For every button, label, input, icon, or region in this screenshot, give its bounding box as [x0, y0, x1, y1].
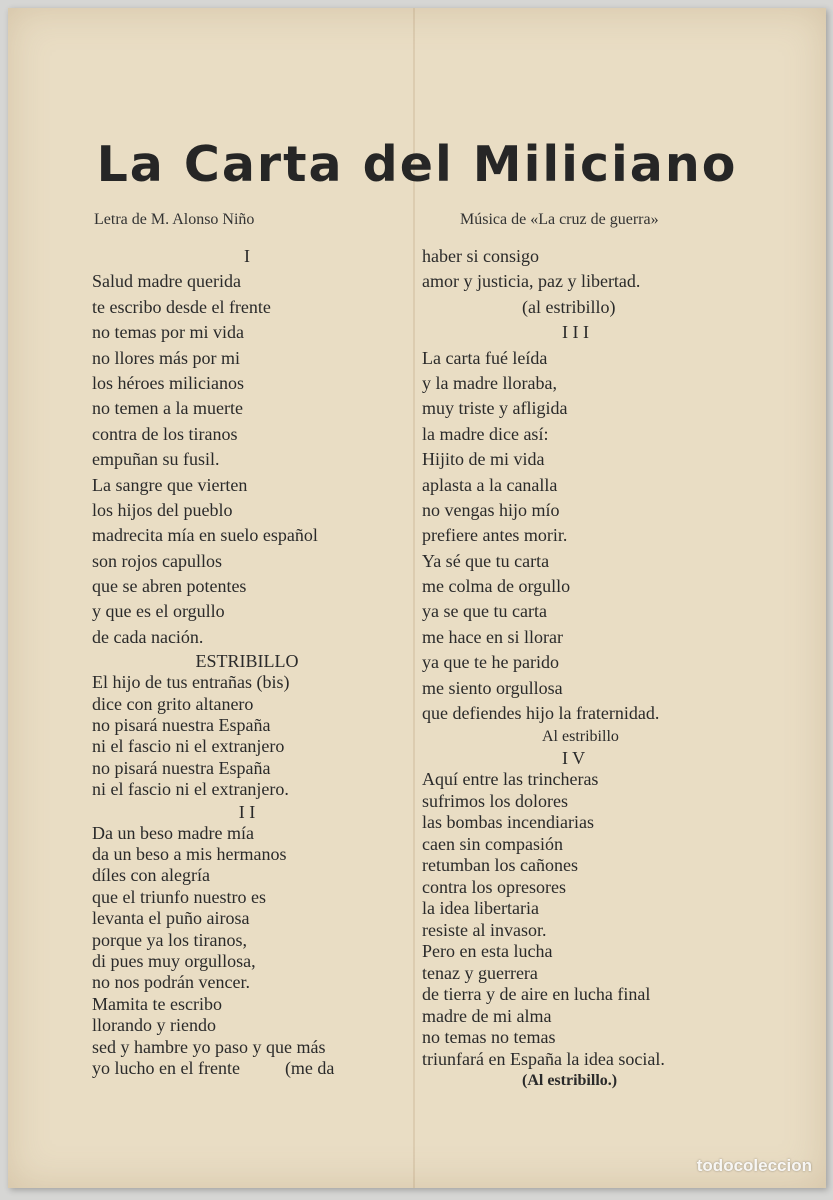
verse-line: los héroes milicianos [92, 372, 244, 393]
verse-line: tenaz y guerrera [422, 962, 538, 983]
verse-line: las bombas incendiarias [422, 812, 594, 833]
verse-line: no temen a la muerte [92, 398, 243, 419]
verse-2-heading: I I [238, 801, 256, 822]
verse-line: La carta fué leída [422, 347, 548, 368]
verse-line: la idea libertaria [422, 898, 539, 919]
verse-line: retumban los cañones [422, 855, 578, 876]
verse-line: haber si consigo [422, 246, 539, 266]
verse-line: sufrimos los dolores [422, 790, 568, 811]
verse-line: muy triste y afligida [422, 398, 568, 419]
watermark: todocoleccion [696, 1156, 812, 1175]
verse-line: triunfará en España la idea social. [422, 1048, 665, 1069]
chorus-heading: ESTRIBILLO [195, 651, 299, 672]
verse-1-heading: I [244, 246, 250, 266]
chorus-line: no pisará nuestra España [92, 715, 271, 736]
chorus-line: ni el fascio ni el extranjero. [92, 779, 289, 800]
verse-line: Salud madre querida [92, 271, 241, 292]
verse-1 [92, 244, 402, 650]
verse-line: contra de los tiranos [92, 423, 238, 444]
verse-line: madre de mi alma [422, 1005, 552, 1026]
verse-line: no nos podrán vencer. [92, 972, 250, 993]
song-sheet [8, 8, 826, 1188]
verse-line: llorando y riendo [92, 1015, 216, 1036]
verse-line: me siento orgullosa [422, 677, 563, 698]
verse-line: Da un beso madre mía [92, 822, 254, 843]
verse-line: la madre dice así: [422, 423, 549, 444]
verse-line: Hijito de mi vida [422, 449, 545, 470]
verse-line: me hace en si llorar [422, 626, 563, 647]
verse-3-heading: I I I [562, 322, 589, 343]
verse-line: los hijos del pueblo [92, 499, 233, 520]
verse-line: porque ya los tiranos, [92, 929, 247, 950]
song-title: La Carta del Miliciano [96, 136, 738, 193]
verse-line: y que es el orgullo [92, 601, 225, 622]
verse-line: y la madre lloraba, [422, 372, 557, 393]
chorus-line: ni el fascio ni el extranjero [92, 736, 285, 757]
music-credit: Música de «La cruz de guerra» [460, 211, 659, 228]
verse-line: de cada nación. [92, 626, 204, 647]
chorus-reference: Al estribillo [542, 728, 619, 746]
verse-line: Ya sé que tu carta [422, 550, 550, 571]
verse-line: díles con alegría [92, 865, 210, 886]
verse-line: que defiendes hijo la fraternidad. [422, 703, 660, 724]
chorus [92, 650, 402, 1079]
verse-line: levanta el puño airosa [92, 908, 250, 929]
verse-line: contra los opresores [422, 876, 566, 897]
verse-line: te escribo desde el frente [92, 296, 271, 317]
verse-2-continuation [422, 244, 752, 726]
verse-line: yo lucho en el frente (me da [92, 1057, 335, 1078]
verse-line: Mamita te escribo [92, 993, 222, 1014]
verse-line: empuñan su fusil. [92, 449, 220, 470]
chorus-reference: (al estribillo) [522, 296, 616, 317]
verse-line: sed y hambre yo paso y que más [92, 1036, 326, 1057]
verse-line: que el triunfo nuestro es [92, 886, 266, 907]
left-column [92, 244, 402, 1079]
verse-line: me colma de orgullo [422, 576, 571, 597]
chorus-reference: (Al estribillo.) [522, 1072, 618, 1090]
verse-line: resiste al invasor. [422, 919, 547, 940]
chorus-line: no pisará nuestra España [92, 757, 271, 778]
verse-line: que se abren potentes [92, 576, 247, 597]
verse-line: prefiere antes morir. [422, 525, 568, 546]
verse-4 [422, 726, 752, 1092]
verse-line: amor y justicia, paz y libertad. [422, 271, 641, 292]
verse-line: caen sin compasión [422, 833, 563, 854]
verse-line: de tierra y de aire en lucha final [422, 984, 651, 1005]
verse-4-heading: I V [562, 747, 586, 768]
verse-line: Pero en esta lucha [422, 941, 553, 962]
verse-line: no temas no temas [422, 1027, 556, 1048]
chorus-line: El hijo de tus entrañas (bis) [92, 672, 290, 693]
verse-line: Aquí entre las trincheras [422, 769, 599, 790]
verse-line: madrecita mía en suelo español [92, 525, 318, 546]
verse-line: no vengas hijo mío [422, 499, 560, 520]
verse-line: ya se que tu carta [422, 601, 547, 622]
verse-line: da un beso a mis hermanos [92, 843, 287, 864]
right-column [422, 244, 752, 1092]
verse-line: no temas por mi vida [92, 322, 244, 343]
verse-line: La sangre que vierten [92, 474, 248, 495]
verse-line: son rojos capullos [92, 550, 222, 571]
chorus-line: dice con grito altanero [92, 693, 254, 714]
verse-line: no llores más por mi [92, 347, 240, 368]
verse-line: ya que te he parido [422, 652, 559, 673]
verse-line: aplasta a la canalla [422, 474, 558, 495]
lyrics-credit: Letra de M. Alonso Niño [94, 211, 255, 228]
verse-line: di pues muy orgullosa, [92, 950, 256, 971]
